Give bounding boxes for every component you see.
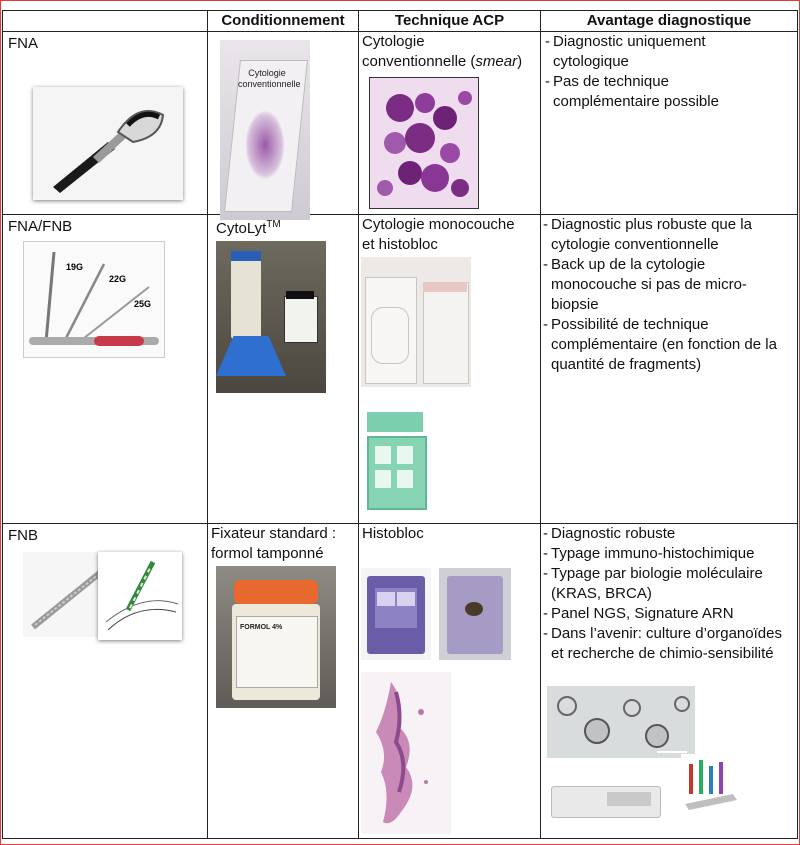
ngs-sequencer-photo: [547, 768, 665, 828]
list-item: - Pas de technique complémentaire possible: [545, 73, 719, 110]
fna-needle-icon: [33, 87, 183, 200]
technique-line1: Histobloc: [362, 525, 424, 542]
type-cell: [3, 524, 208, 839]
needle-gauges-photo: [23, 241, 165, 358]
histology-micrograph: [361, 672, 451, 834]
container-line2: formol tamponné: [211, 545, 324, 562]
list-item: - Diagnostic plus robuste que la cytologie conventionnelle: [543, 216, 752, 253]
cytolyt-photo: [216, 241, 326, 393]
technique-line1: Cytologie: [362, 33, 425, 50]
container-cell: [208, 32, 359, 215]
slide-label: Cytologie conventionnelle: [238, 68, 301, 89]
advantage-list: [543, 524, 783, 664]
comparison-table: [2, 10, 798, 839]
technique-cell: [359, 32, 541, 215]
header-avantage: Avantage diagnostique: [541, 11, 798, 32]
list-item: - Typage par biologie moléculaire (KRAS, BRCA): [543, 565, 763, 602]
header-row: [3, 11, 798, 32]
advantage-cell: [541, 524, 798, 839]
type-label: FNA/FNB: [8, 218, 73, 235]
container-line1: Fixateur standard :: [211, 525, 337, 542]
organoid-micrograph: [547, 686, 695, 758]
container-cell: [208, 215, 359, 524]
list-item: - Dans l’avenir: culture d’organoïdes et recherche de chimio-sensibilité: [543, 625, 782, 662]
gauge-label: 25G: [134, 299, 152, 309]
type-cell: [3, 215, 208, 524]
histobloc-cassette-purple: [361, 568, 431, 660]
container-cell: [208, 524, 359, 839]
container-label: CytoLyt™: [216, 219, 281, 237]
needle-gauges-icon: [24, 242, 164, 357]
header-conditionnement: Conditionnement: [208, 11, 359, 32]
type-label: FNA: [8, 35, 38, 52]
advantage-list: [545, 32, 745, 112]
advantage-cell: [541, 32, 798, 215]
histobloc-tissue-photo: [439, 568, 511, 660]
table-row: [3, 32, 798, 215]
fnb-device-icon: [98, 552, 182, 640]
technique-cell: [359, 524, 541, 839]
rna-signature-icon: [681, 754, 741, 814]
formol-jar-photo: [216, 566, 336, 708]
table-row: [3, 215, 798, 524]
advantage-cell: [541, 215, 798, 524]
fnb-needle-icon: [23, 552, 103, 637]
type-label: FNB: [8, 527, 38, 544]
advantage-list: [543, 215, 788, 375]
fnb-device-photo: [98, 552, 182, 640]
type-cell: [3, 32, 208, 215]
table-row: [3, 524, 798, 839]
list-item: - Possibilité de technique complémentaire (en fonction de la quantité de fragments): [543, 316, 777, 373]
technique-line2: et histobloc: [362, 236, 438, 253]
fnb-needle-photo: [23, 552, 103, 637]
header-technique: Technique ACP: [359, 11, 541, 32]
histobloc-cassette-green: [361, 412, 429, 512]
smear-slide-photo: [220, 40, 310, 220]
technique-cell: [359, 215, 541, 524]
list-item: - Diagnostic uniquement cytologique: [545, 33, 706, 70]
list-item: - Diagnostic robuste: [543, 525, 676, 542]
list-item: - Back up de la cytologie monocouche si pas de micro-biopsie: [543, 256, 747, 313]
jar-label: FORMOL 4%: [240, 624, 283, 631]
monocouche-slides-photo: [361, 257, 471, 387]
list-item: - Typage immuno-histochimique: [543, 545, 755, 562]
technique-line1: Cytologie monocouche: [362, 216, 515, 233]
gauge-label: 22G: [109, 274, 127, 284]
fna-needle-photo: [33, 87, 183, 200]
header-blank: [3, 11, 208, 32]
gauge-label: 19G: [66, 262, 84, 272]
list-item: - Panel NGS, Signature ARN: [543, 605, 734, 622]
technique-line2: conventionnelle (smear): [362, 53, 523, 70]
cytology-micrograph: [369, 77, 479, 209]
